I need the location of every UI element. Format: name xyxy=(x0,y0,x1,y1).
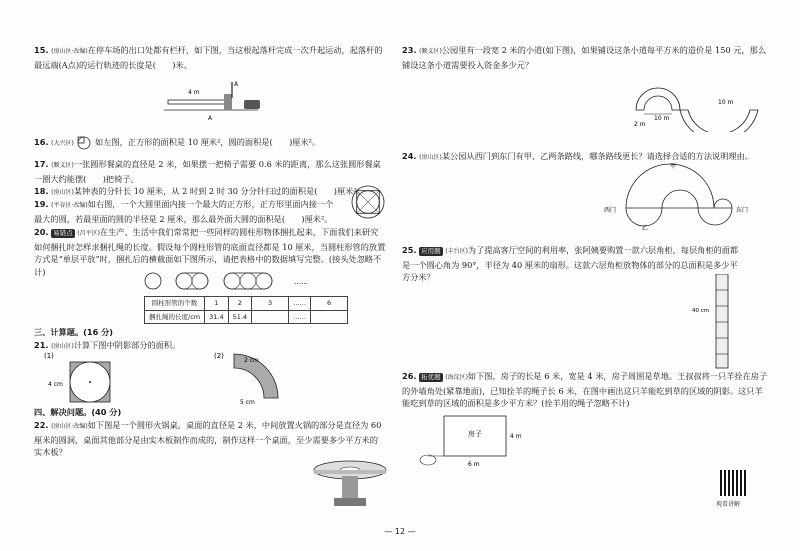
question-text: 为了提高客厅空间的利用率，张阿姨要购置一款六层角柜，每层角柜的面都是一个圆心角为 90°，半径为 40 厘米的扇形。这款六层角柜放物体的部分的总面积是多少平方分米？ xyxy=(402,245,739,283)
question-source: (昌平区) xyxy=(77,230,100,237)
question-source: (大兴区) xyxy=(51,140,74,147)
table-header-cell: 圆柱形管的个数 xyxy=(145,297,205,311)
answer-blank-cell[interactable] xyxy=(311,310,348,324)
hotpot-table-figure xyxy=(310,458,390,510)
question-source: (丰台区) xyxy=(445,248,468,255)
question-text: 计算下图中阴影部分的面积。 xyxy=(73,340,181,350)
part-2-label: (2) xyxy=(214,352,224,360)
section-4-title: 四、解决问题。(40 分) xyxy=(34,407,122,417)
table-header-cell: 捆扎绳的长度/cm xyxy=(145,310,205,324)
question-number: 22. xyxy=(34,420,49,430)
question-text: 一张圆形餐桌的直径是 2 米，如果摆一把椅子需要 0.6 米的距离，那么这张圆形餐桌一圈大约能摆( )把椅子。 xyxy=(34,159,381,184)
question-number: 19. xyxy=(34,199,49,209)
small-length-label: 10 m xyxy=(654,115,670,122)
question-number: 26. xyxy=(402,371,417,381)
house-width-label: 4 m xyxy=(510,433,522,440)
question-source: (房山区·改编) xyxy=(51,48,88,55)
difficulty-badge: 易错点 xyxy=(53,229,73,237)
question-text: 在停车场的出口处都有栏杆，如下图，当这根起落杆完成一次升起运动，起落杆的最远端(A点)的运行轨迹的长度是( )米。 xyxy=(34,45,383,70)
pipe-length-table xyxy=(144,296,348,324)
question-source: (房山区) xyxy=(51,343,74,350)
question-number: 17. xyxy=(34,159,49,169)
question-source: (房山区) xyxy=(51,189,74,196)
question-19 xyxy=(34,198,334,225)
qr-caption: 观看讲解 xyxy=(716,501,741,508)
question-16 xyxy=(34,136,386,151)
path-width-label: 2 m xyxy=(634,121,646,128)
point-a-bottom-label: A xyxy=(208,115,213,122)
question-source: (顺义区) xyxy=(419,48,442,55)
table-row xyxy=(145,297,348,311)
difficulty-badge: 应用题 xyxy=(421,247,441,255)
question-number: 15. xyxy=(34,45,49,55)
section-3-title: 三、计算题。(16 分) xyxy=(34,327,114,337)
question-text: 某公园从西门到东门有甲、乙两条路线，哪条路线更长？请选择合适的方法说明理由。 xyxy=(441,151,753,161)
question-23 xyxy=(402,44,768,71)
difficulty-badge: 拓优题 xyxy=(421,373,441,381)
west-gate-label: 西门 xyxy=(604,207,617,214)
qr-code-icon[interactable] xyxy=(720,470,746,496)
inner-width-label: 2 cm xyxy=(244,357,259,364)
question-number: 21. xyxy=(34,340,49,350)
question-22 xyxy=(34,419,386,459)
gate-length-label: 4 m xyxy=(188,89,200,96)
table-cell: 3 xyxy=(252,297,289,311)
table-cell: 1 xyxy=(205,297,228,311)
question-number: 16. xyxy=(34,137,49,147)
question-source: (海淀区) xyxy=(445,374,468,381)
park-path-figure xyxy=(632,80,762,132)
question-text: 在生产、生活中我们常常把一些同样的圆柱形物体捆扎起来，下面我们来研究如何捆扎时怎样求捆扎绳的长度。假设每个圆柱形管的底面直径都是 10 厘米，当圆柱形管的放置方式是“单层平放”时，捆扎后的横截面如下图所示，请把表格中的数据填写完整。(接头处忽略不计) xyxy=(34,227,386,277)
page-number: — 12 — xyxy=(384,527,416,536)
question-source: (顺义区) xyxy=(51,162,74,169)
radius-label: 5 cm xyxy=(240,399,255,406)
east-gate-label: 东门 xyxy=(736,207,749,214)
question-17 xyxy=(34,158,386,185)
question-number: 24. xyxy=(402,151,417,161)
question-text: 公园里有一段宽 2 米的小道(如下图)，如果铺设这条小道每平方米的造价是 150 元，那么铺设这条小道需要投入资金多少元？ xyxy=(402,45,767,70)
shaded-area-figures xyxy=(44,350,284,406)
question-text: 如右图，一个大圆里面内接一个最大的正方形，正方形里面内接一个最大的圆，若最里面的圆的半径是 2 厘米，那么最外面大圆的面积是( )厘米²。 xyxy=(34,199,334,224)
question-source: (平谷区·改编) xyxy=(51,202,88,209)
table-cell: 51.4 xyxy=(228,310,251,324)
circle-square-figure xyxy=(76,136,92,150)
question-source: (房山区·改编) xyxy=(51,423,88,430)
corner-shelf-figure xyxy=(692,274,748,370)
table-cell: 6 xyxy=(311,297,348,311)
table-cell: …… xyxy=(289,297,311,311)
question-25 xyxy=(402,244,742,284)
question-number: 25. xyxy=(402,245,417,255)
side-length-label: 4 cm xyxy=(48,381,63,388)
question-number: 20. xyxy=(34,227,49,237)
route-jia-label: 甲 xyxy=(670,163,677,170)
nested-circles-figure xyxy=(350,184,386,220)
house-sheep-figure xyxy=(414,410,534,476)
shelf-radius-label: 40 cm xyxy=(692,308,710,314)
table-cell: …… xyxy=(289,310,311,324)
house-label: 房子 xyxy=(468,430,482,438)
question-26 xyxy=(402,370,768,410)
question-number: 18. xyxy=(34,186,49,196)
bundled-pipes-figure xyxy=(144,270,344,292)
question-number: 23. xyxy=(402,45,417,55)
answer-blank-cell[interactable] xyxy=(252,310,289,324)
table-row xyxy=(145,310,348,324)
question-text: 如下图，房子的长是 6 米，宽是 4 米，房子周围是草地。王叔叔将一只羊拴在房子的外墙角处(紧靠地面)，已知拴羊的绳子长 6 米，在图中画出这只羊能吃到草的区域的阴影。这只羊能吃到草的区域的面积是多少平方米？(拴羊用的绳子忽略不计) xyxy=(402,371,768,409)
question-source: (房山区) xyxy=(419,154,442,161)
question-15 xyxy=(34,44,386,71)
pipes-ellipsis: …… xyxy=(294,278,308,286)
table-cell: 31.4 xyxy=(205,310,228,324)
route-yi-label: 乙 xyxy=(642,225,649,232)
question-text: 如下图是一个圆形火锅桌，桌面的直径是 2 米，中间放置火锅的部分是直径为 60 厘米的圆洞，桌面其他部分是由实木板制作而成的，制作这样一个桌面，至少需要多少平方米的实木板？ xyxy=(34,420,382,458)
barrier-gate-figure xyxy=(158,78,278,122)
point-a-top-label: A xyxy=(234,81,239,88)
question-text: 某钟表的分针长 10 厘米，从 2 时到 2 时 30 分分针扫过的面积是( )厘米²。 xyxy=(73,186,365,196)
table-cell: 2 xyxy=(228,297,251,311)
question-text: 如左图，正方形的面积是 10 厘米²，圆的面积是( )厘米²。 xyxy=(95,137,321,147)
large-length-label: 10 m xyxy=(718,99,734,106)
route-comparison-figure xyxy=(602,162,762,236)
house-length-label: 6 m xyxy=(468,461,480,468)
part-1-label: (1) xyxy=(44,352,54,360)
